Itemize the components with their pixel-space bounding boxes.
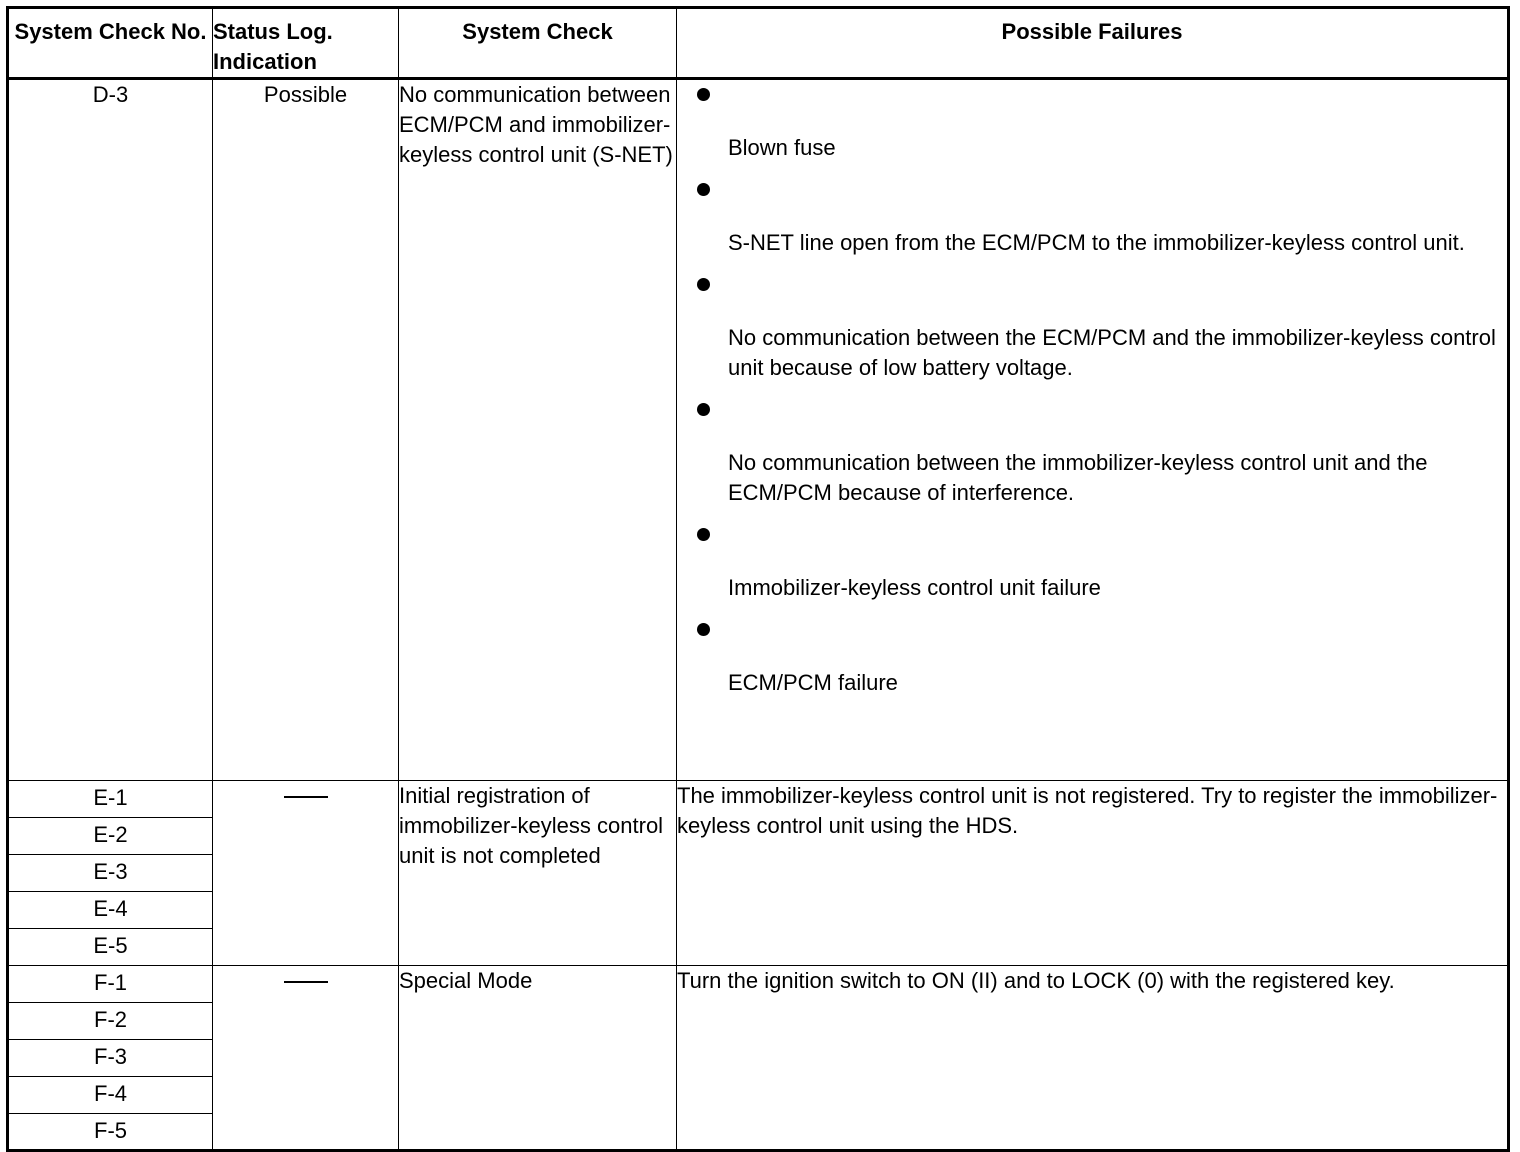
check-code: E-4 bbox=[8, 892, 213, 929]
possible-failures-cell bbox=[677, 79, 1509, 781]
status-dash bbox=[284, 796, 328, 798]
check-code: D-3 bbox=[8, 79, 213, 781]
check-code: F-1 bbox=[8, 966, 213, 1003]
bullet-icon bbox=[697, 183, 710, 196]
status-indication: Possible bbox=[213, 79, 399, 781]
header-status-log: Status Log. Indication bbox=[213, 8, 399, 79]
system-check-table bbox=[6, 6, 1510, 1152]
bullet-icon bbox=[697, 88, 710, 101]
failure-text: S-NET line open from the ECM/PCM to the immobilizer-keyless control unit. bbox=[728, 230, 1465, 255]
system-check-description: Initial registration of immobilizer-keyless control unit is not completed bbox=[399, 781, 677, 966]
failure-text: Immobilizer-keyless control unit failure bbox=[728, 575, 1101, 600]
bullet-icon bbox=[697, 278, 710, 291]
table-row bbox=[8, 79, 1509, 781]
bullet-icon bbox=[697, 528, 710, 541]
failure-item bbox=[677, 623, 1507, 698]
check-code: F-4 bbox=[8, 1077, 213, 1114]
failure-item bbox=[677, 88, 1507, 163]
bullet-icon bbox=[697, 623, 710, 636]
check-code: E-3 bbox=[8, 855, 213, 892]
check-code: F-5 bbox=[8, 1114, 213, 1151]
possible-failures-cell: The immobilizer-keyless control unit is not registered. Try to register the immobilizer-keyless control unit using the HDS. bbox=[677, 781, 1509, 966]
failure-item bbox=[677, 183, 1507, 258]
failure-text: No communication between the ECM/PCM and the immobilizer-keyless control unit because of low battery voltage. bbox=[728, 325, 1496, 380]
check-code: E-1 bbox=[8, 781, 213, 818]
possible-failures-cell: Turn the ignition switch to ON (II) and to LOCK (0) with the registered key. bbox=[677, 966, 1509, 1151]
failure-list bbox=[677, 80, 1507, 698]
system-check-description: No communication between ECM/PCM and immobilizer-keyless control unit (S-NET) bbox=[399, 79, 677, 781]
status-indication bbox=[213, 781, 399, 966]
check-code: E-5 bbox=[8, 929, 213, 966]
check-code: E-2 bbox=[8, 818, 213, 855]
header-possible-failures: Possible Failures bbox=[677, 8, 1509, 79]
status-dash bbox=[284, 981, 328, 983]
bullet-icon bbox=[697, 403, 710, 416]
header-check-no: System Check No. bbox=[8, 8, 213, 79]
failure-item bbox=[677, 278, 1507, 383]
check-code: F-3 bbox=[8, 1040, 213, 1077]
header-row bbox=[8, 8, 1509, 79]
failure-text: ECM/PCM failure bbox=[728, 670, 898, 695]
status-indication bbox=[213, 966, 399, 1151]
check-code: F-2 bbox=[8, 1003, 213, 1040]
failure-item bbox=[677, 403, 1507, 508]
failure-item bbox=[677, 528, 1507, 603]
table-row bbox=[8, 966, 1509, 1003]
table-row bbox=[8, 781, 1509, 818]
header-system-check: System Check bbox=[399, 8, 677, 79]
system-check-description: Special Mode bbox=[399, 966, 677, 1151]
failure-text: Blown fuse bbox=[728, 135, 836, 160]
failure-text: No communication between the immobilizer-keyless control unit and the ECM/PCM because of interference. bbox=[728, 450, 1428, 505]
